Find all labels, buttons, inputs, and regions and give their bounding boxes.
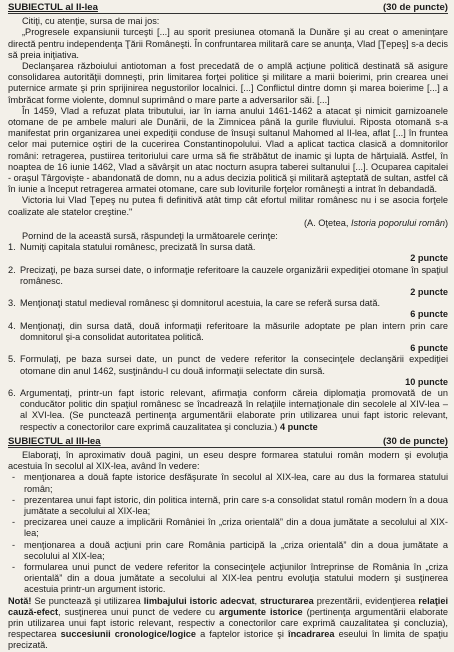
essay-bullet: - menţionarea a două acţiuni prin care România participă la „criza orientală” din a doua jumătate a secolului al XIX-lea;: [12, 539, 448, 561]
source-paragraph-4: Victoria lui Vlad Ţepeş nu putea fi definitivă atât timp cât efortul militar românesc nu i se asocia forţele coalizate ale statelor creştine.": [8, 195, 448, 217]
section-3-title: SUBIECTUL al III-lea: [8, 435, 101, 447]
source-paragraph-1: „Progresele expansiunii turceşti [...] au sporit presiunea otomană la Dunăre şi au creat o ameninţare directă pentru independenţa Ţării Româneşti. În confruntarea militară care se anunţa, Vlad [Ţepeş] s-a decis să preia iniţiativa.: [8, 27, 448, 60]
question-3: 3. Menţionaţi statul medieval românesc şi domnitorul acestuia, la care se referă sursa dată. 6 puncte: [8, 298, 448, 320]
question-6: 6. Argumentaţi, printr-un fapt istoric relevant, afirmaţia conform căreia diplomaţia promovată de un conducător politic din spaţiul românesc se încadrează în relaţiile internaţionale din secolele al XIV-lea – al XVI-lea. (Se punctează pertinenţa argumentării elaborate prin utilizarea unui fapt istoric relevant, respectiv a conectorilor care exprimă cauzalitatea şi concluzia.) 4 puncte: [8, 387, 448, 432]
source-intro: Citiţi, cu atenţie, sursa de mai jos:: [22, 16, 160, 27]
source-paragraph-2: Declanşarea războiului antiotoman a fost precedată de o amplă acţiune politică destinată să asigure consolidarea autorităţii domneşti, prin limitarea forţei politice şi militare a marii boierimi, prin crearea unei puternice armate şi prin sprijinirea negustorilor localnici. [...] Conflictul dintre domn şi marea boierime [...] a îmbrăcat forme violente, domnul suprimând o mare parte a adversarilor săi. [...]: [8, 61, 448, 105]
source-paragraph-3: În 1459, Vlad a refuzat plata tributului, iar în iarna anului 1461-1462 a atacat şi nimicit garnizoanele otomane de pe ambele maluri ale Dunării, de la Zimnicea până la gurile fluviului. Riposta otomană s-a manifestat prin organizarea unei expediţii conduse de însuşi sultanul Mahomed al II-lea, aflat [...] în fruntea celor mai puternice oştiri de la cucerirea Constantinopolului. Vlad a aplicat tactica clasică a domnitorilor români: retragerea, pustiirea teritoriului care urma să fie străbătut de inamic şi lupta de hărţuială. Astfel, în noaptea de 16 iunie 1462, Vlad a săvârşit un atac nocturn asupra taberei sultanului [...]. Ocuparea capitalei - oraşul Târgovişte - abandonată de domn, nu a adus decizia politică şi militară aşteptată de sultan, astfel că în iunie a început retragerea armatei otomane, care sub loviturile forţelor româneşti a intrat în debandadă.: [8, 105, 448, 195]
question-2-points: 2 puncte: [410, 287, 448, 298]
section-2-header: [8, 2, 448, 14]
source-citation: (A. Oţetea, Istoria poporului român): [303, 217, 448, 228]
essay-bullet: - menţionarea a două fapte istorice desfăşurate în secolul al XIX-lea, care au dus la formarea statului român;: [12, 472, 448, 494]
essay-bullet: - formularea unui punct de vedere referitor la consecinţele acţiunilor întreprinse de România în „criza orientală” din a doua jumătate a secolului al XIX-lea pentru evoluţia statului modern şi susţinerea acestuia printr-un argument istoric.: [12, 561, 448, 595]
essay-bullet: - precizarea unei cauze a implicării României în „criza orientală” din a doua jumătate a secolului al XIX-lea;: [12, 517, 448, 539]
question-3-points: 6 puncte: [410, 309, 448, 320]
essay-intro: Elaboraţi, în aproximativ două pagini, un eseu despre formarea statului român modern şi evoluţia acestuia în secolul al XIX-lea, având în vedere:: [8, 449, 448, 472]
exam-page: [8, 2, 448, 652]
question-6-points: 4 puncte: [279, 421, 318, 432]
essay-bullet: - prezentarea unui fapt istoric, din politica internă, prin care s-a consolidat statul român modern în a doua jumătate a secolului al XIX-lea;: [12, 494, 448, 516]
question-5-points: 10 puncte: [405, 376, 448, 387]
section-2-title: SUBIECTUL al II-lea: [8, 2, 98, 13]
questions-instruction: Pornind de la această sursă, răspundeţi la următoarele cerinţe:: [22, 231, 278, 242]
section-3-points: (30 de puncte): [382, 435, 448, 447]
essay-note: Notă! Se punctează şi utilizarea limbajului istoric adecvat, structurarea prezentării, evidenţierea relaţiei cauză-efect, susţinerea unui punct de vedere cu argumente istorice (pertinenţa argumentării elaborate prin utilizarea unui fapt istoric relevant, respectiv a conectorilor care exprimă cauzalitatea şi concluzia), respectarea succesiunii cronologice/logice a faptelor istorice şi încadrarea eseului în limita de spaţiu precizată.: [8, 595, 449, 651]
source-book-title: Istoria poporului român: [350, 217, 445, 228]
section-2-points: (30 de puncte): [382, 2, 448, 13]
question-4: 4. Menţionaţi, din sursa dată, două informaţii referitoare la măsurile adoptate pe plan intern prin care domnitorul şi-a consolidat autoritatea politică. 6 puncte: [8, 320, 448, 354]
question-1: 1. Numiţi capitala statului românesc, precizată în sursa dată. 2 puncte: [8, 242, 448, 264]
question-4-points: 6 puncte: [410, 343, 448, 354]
section-3-header: [8, 436, 448, 448]
question-5: 5. Formulaţi, pe baza sursei date, un punct de vedere referitor la consecinţele declanşării expediţiei otomane din anul 1462, susţinându-l cu două informaţii selectate din sursă. 10 puncte: [8, 354, 448, 387]
question-2: 2. Precizaţi, pe baza sursei date, o informaţie referitoare la cauzele organizării expediţiei otomane în spaţiul românesc. 2 puncte: [8, 264, 448, 298]
question-1-points: 2 puncte: [410, 253, 448, 264]
